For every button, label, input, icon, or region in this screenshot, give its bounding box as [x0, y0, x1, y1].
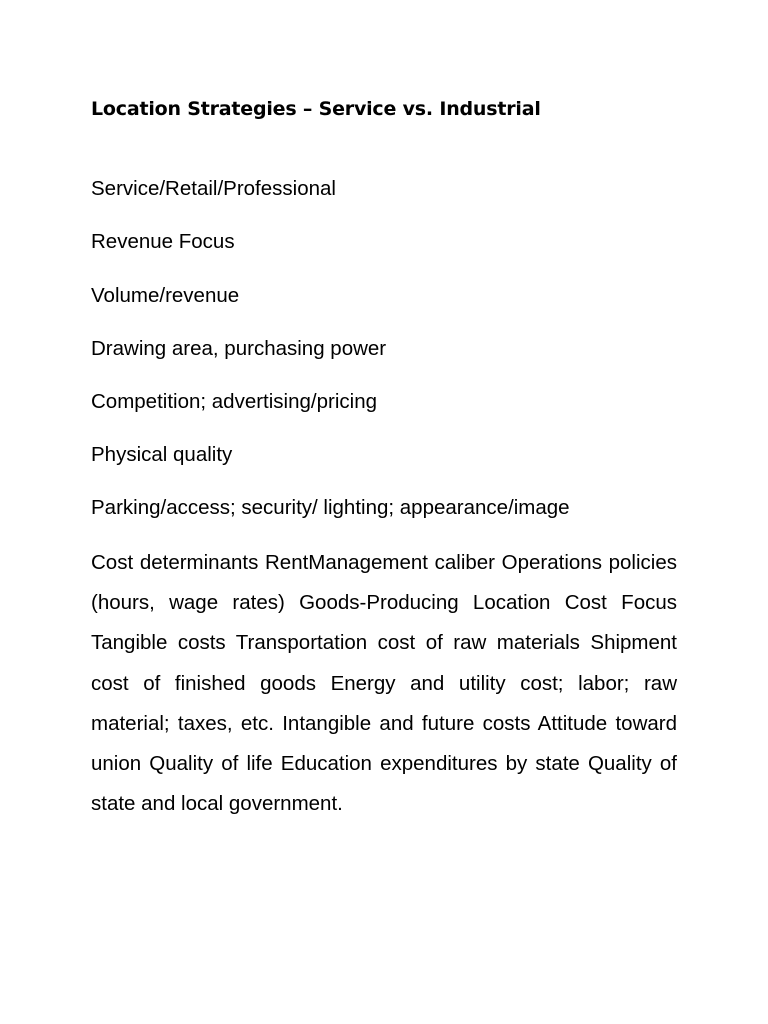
bullet-competition: Competition; advertising/pricing — [91, 390, 377, 413]
bullet-physical-quality: Physical quality — [91, 443, 233, 466]
subheading-revenue-focus: Revenue Focus — [91, 230, 235, 253]
document-title: Location Strategies – Service vs. Industrial — [91, 98, 541, 120]
bullet-drawing-area: Drawing area, purchasing power — [91, 337, 387, 360]
bullet-volume-revenue: Volume/revenue — [91, 284, 240, 307]
cost-determinants-paragraph: Cost determinants RentManagement caliber Operations policies (hours, wage rates) Goods-Producing Location Cost Focus Tangible costs Transportation cost of raw materials Shipment cost of finished goods Energy and utility cost; labor; raw material; taxes, etc. Intangible and future costs Attitude toward union Quality of life Education expenditures by state Quality of state and local government. — [91, 551, 677, 816]
bullet-parking-access: Parking/access; security/ lighting; appearance/image — [91, 496, 570, 519]
section-heading-service: Service/Retail/Professional — [91, 177, 336, 200]
